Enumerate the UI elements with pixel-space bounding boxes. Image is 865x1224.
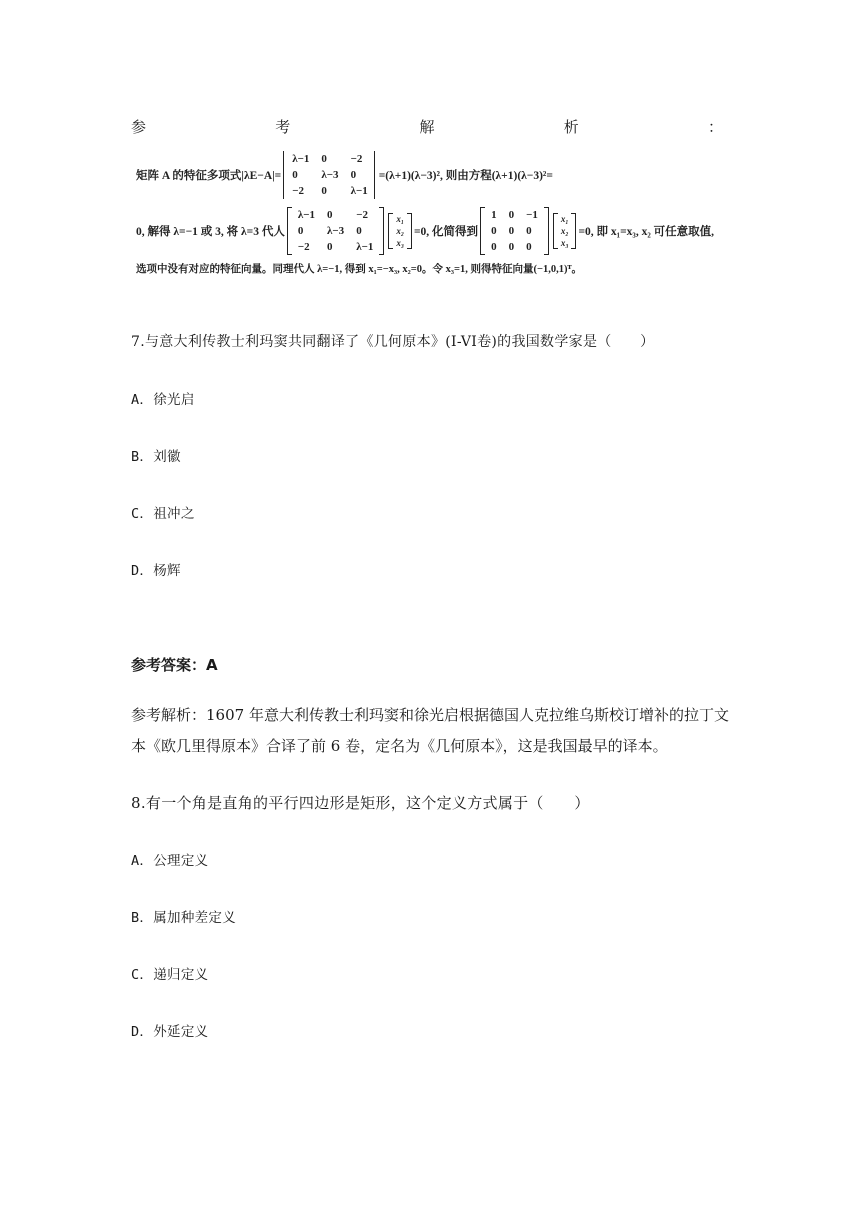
vector-cell: x₁ [396, 214, 404, 224]
matrix-cell: 0 [292, 169, 298, 181]
scan-line-2-suffix: =0, 即 x₁=x₃, x₂ 可任意取值, [578, 226, 715, 238]
substitution-matrix [287, 207, 385, 255]
matrix-cell: 0 [297, 225, 304, 237]
question-7-answer: 参考答案：A [131, 656, 218, 674]
heading-char: 析 [563, 118, 579, 136]
matrix-cell: 0 [321, 153, 327, 165]
question-7-option-d: D．杨辉 [131, 563, 181, 579]
scan-line-3 [136, 261, 582, 276]
scan-line-2 [136, 207, 714, 255]
scan-line-2-prefix: 0, 解得 λ=−1 或 3, 将 λ=3 代人 [136, 226, 285, 238]
matrix-cell: λ−1 [292, 153, 310, 165]
determinant-matrix [283, 151, 377, 199]
matrix-cell: λ−3 [321, 169, 339, 181]
vector-cell: x₂ [560, 226, 569, 236]
matrix-cell: 0 [491, 241, 497, 253]
question-8-option-c: C．递归定义 [131, 967, 209, 983]
scan-line-2-mid: =0, 化简得到 [414, 226, 479, 238]
scan-line-1-prefix: 矩阵 A 的特征多项式|λE−A|= [136, 170, 282, 182]
matrix-cell: 0 [327, 241, 333, 253]
question-7-option-a: A．徐光启 [131, 392, 195, 408]
heading-char: 考 [275, 118, 291, 136]
question-8-option-b: B．属加种差定义 [131, 910, 237, 926]
question-7-option-b: B．刘徽 [131, 449, 181, 465]
matrix-cell: 1 [491, 209, 497, 221]
matrix-cell: −1 [526, 209, 538, 221]
scanned-solution-image [130, 145, 730, 280]
matrix-cell: 0 [526, 241, 532, 253]
matrix-cell: −2 [350, 153, 363, 165]
matrix-cell: λ−1 [297, 209, 316, 221]
question-7-stem: 7.与意大利传教士利玛窦共同翻译了《几何原本》(I-VI卷)的我国数学家是（ ） [131, 334, 655, 350]
scan-line-3-text: 选项中没有对应的特征向量。同理代人 λ=−1, 得到 x₁=−x₃, x₂=0。令 x₃=1, 则得特征向量(−1,0,1)ᵀ。 [136, 264, 583, 275]
matrix-cell: −2 [356, 209, 368, 221]
heading-char: ： [707, 118, 723, 136]
vector-cell: x₁ [560, 214, 569, 224]
question-7-option-c: C．祖冲之 [131, 506, 195, 522]
matrix-cell: λ−3 [327, 225, 345, 237]
vector-x-repeat [553, 213, 577, 249]
reference-analysis-heading [131, 116, 723, 137]
question-8-option-d: D．外延定义 [131, 1024, 209, 1040]
scan-line-1-suffix: =(λ+1)(λ−3)², 则由方程(λ+1)(λ−3)²= [378, 170, 553, 182]
scan-line-1 [136, 151, 553, 199]
matrix-cell: 0 [491, 225, 497, 237]
matrix-cell: 0 [327, 209, 333, 221]
matrix-cell: 0 [508, 209, 515, 221]
matrix-cell: λ−1 [350, 185, 368, 197]
matrix-cell: 0 [321, 185, 327, 197]
explanation-line-2: 本《欧几里得原本》合译了前 6 卷，定名为《几何原本》，这是我国最早的译本。 [131, 737, 668, 755]
heading-char: 参 [131, 118, 147, 136]
question-7-explanation [131, 700, 739, 762]
matrix-cell: −2 [297, 241, 310, 253]
explanation-line-1: 参考解析：1607 年意大利传教士利玛窦和徐光启根据德国人克拉维乌斯校订增补的拉丁文 [131, 706, 729, 724]
matrix-cell: −2 [292, 185, 304, 197]
question-8-option-a: A．公理定义 [131, 853, 209, 869]
matrix-cell: 0 [350, 169, 357, 181]
matrix-cell: 0 [508, 225, 515, 237]
matrix-cell: 0 [356, 225, 362, 237]
matrix-cell: λ−1 [356, 241, 374, 253]
vector-cell: x₃ [560, 238, 569, 248]
matrix-cell: 0 [508, 241, 515, 253]
vector-x [388, 213, 412, 249]
vector-cell: x₃ [396, 238, 404, 248]
heading-char: 解 [419, 118, 435, 136]
matrix-cell: 0 [526, 225, 532, 237]
vector-cell: x₂ [396, 226, 404, 236]
reduced-matrix [480, 207, 549, 255]
question-8-stem: 8.有一个角是直角的平行四边形是矩形，这个定义方式属于（ ） [131, 794, 590, 812]
